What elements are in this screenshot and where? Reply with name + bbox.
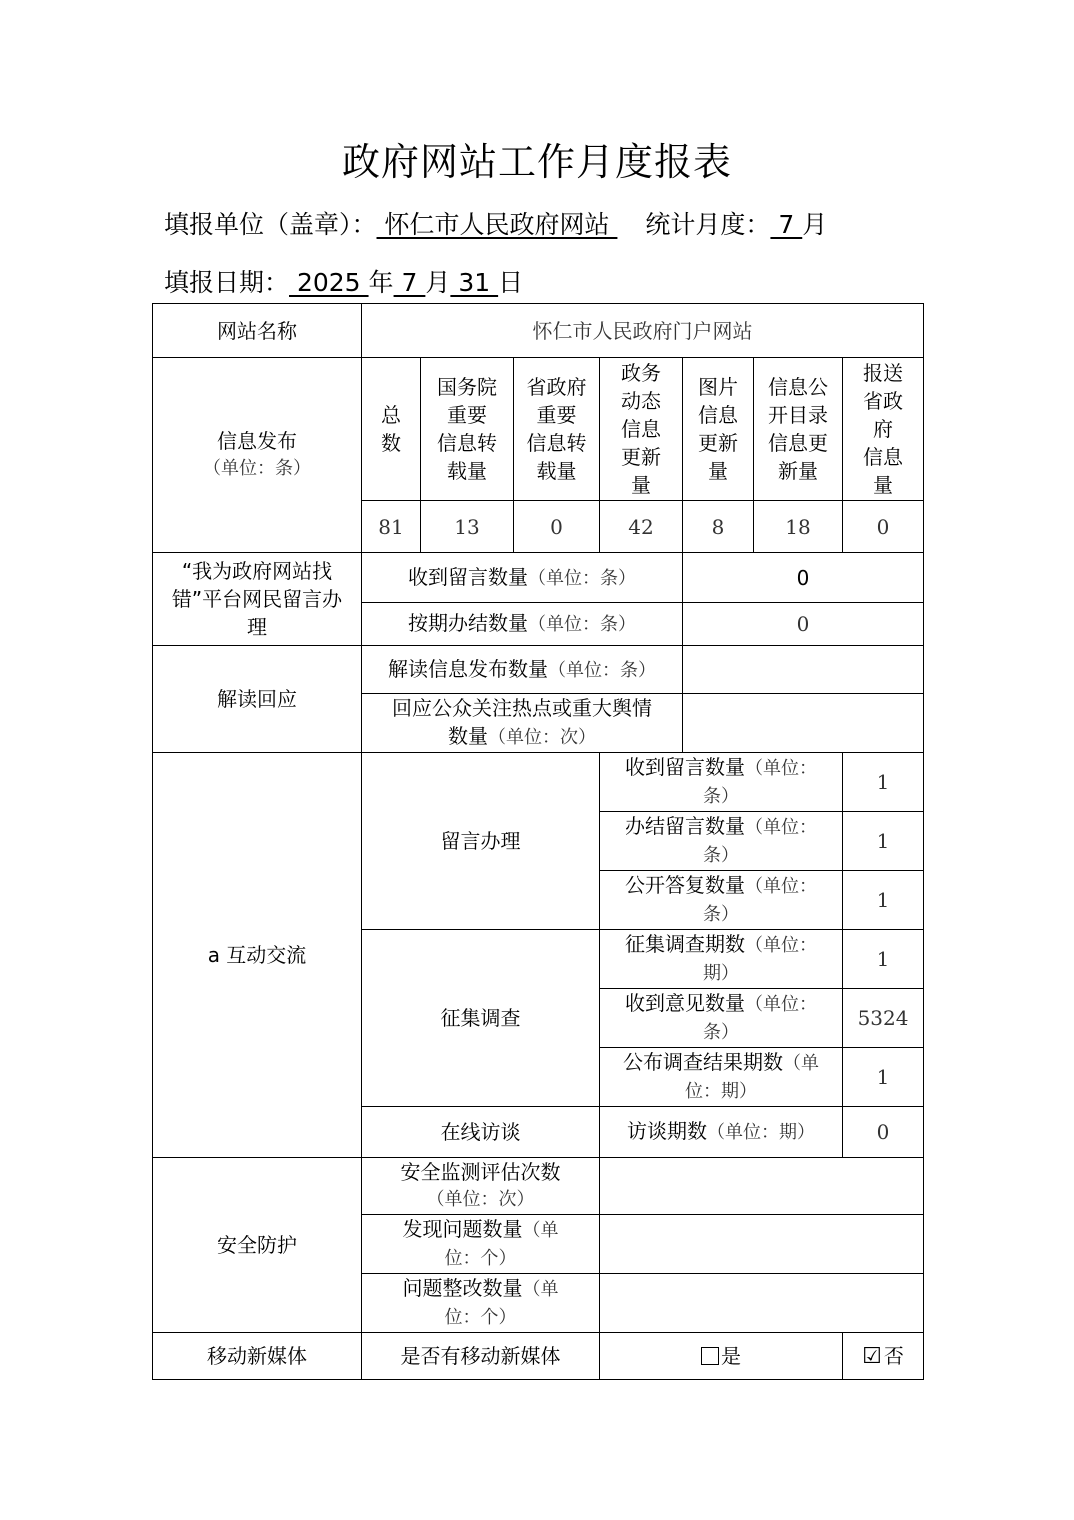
row-unit: （单位：条） (548, 659, 656, 681)
header-unit-line (164, 208, 827, 242)
row-label: 发现问题数量 (402, 1217, 523, 1241)
security-issues-label (362, 1215, 600, 1274)
row-unit: 位：个） (444, 1248, 517, 1269)
col-line: 动态 (621, 389, 661, 413)
col-line: 报送 (863, 361, 904, 385)
row-unit: 期） (703, 963, 739, 984)
security-fixed-value (600, 1274, 924, 1333)
info-value-province: 0 (514, 501, 600, 553)
row-label: 公开答复数量 (625, 873, 745, 897)
info-value-images: 8 (683, 501, 754, 553)
info-publish-label (153, 358, 362, 553)
col-line: 量 (873, 473, 894, 497)
group-messages-label: 留言办理 (362, 753, 600, 930)
msg-resolved-label (600, 812, 843, 871)
info-col-disclosure (754, 358, 843, 501)
interpretation-label: 解读回应 (153, 646, 362, 753)
row-unit: （单位：次） (488, 727, 596, 748)
report-table (152, 303, 924, 1380)
row-unit: （单位：期） (707, 1122, 815, 1143)
col-line: 信息 (621, 417, 661, 441)
interview-periods-value: 0 (843, 1107, 924, 1158)
site-name-value: 怀仁市人民政府门户网站 (362, 304, 924, 358)
col-line: 重要 (536, 403, 577, 427)
row-unit: 条） (703, 786, 739, 807)
mobile-label: 移动新媒体 (153, 1333, 362, 1380)
msg-resolved-value: 1 (843, 812, 924, 871)
date-day: 31 (450, 268, 499, 297)
date-month-suffix: 月 (425, 268, 451, 297)
mobile-question: 是否有移动新媒体 (362, 1333, 600, 1380)
security-fixed-label (362, 1274, 600, 1333)
date-day-suffix: 日 (498, 268, 524, 297)
error-platform-label (153, 553, 362, 646)
error-resolved-label (362, 603, 683, 646)
page-title: 政府网站工作月度报表 (341, 140, 732, 184)
info-col-total (362, 358, 421, 501)
security-issues-value (600, 1215, 924, 1274)
interpretation-publish-value (683, 646, 924, 694)
row-unit: 条） (703, 904, 739, 925)
survey-opinions-value: 5324 (843, 989, 924, 1048)
row-label: 回应公众关注热点或重大舆情 (392, 696, 652, 720)
interpretation-response-label (362, 694, 683, 753)
row-label: 收到意见数量 (625, 991, 745, 1015)
col-line: 载量 (447, 459, 487, 483)
row-unit: （单 (522, 1279, 559, 1300)
date-year-suffix: 年 (368, 268, 394, 297)
col-line: 信息 (863, 445, 904, 469)
label-line: 理 (247, 615, 267, 639)
row-unit: （单位：条） (528, 567, 636, 589)
error-resolved-value: 0 (683, 603, 924, 646)
info-value-state-council: 13 (421, 501, 514, 553)
checkbox-checked-icon[interactable]: ☑ (862, 1343, 882, 1369)
label-line: 错”平台网民留言办 (171, 587, 343, 611)
row-label: 解读信息发布数量 (388, 656, 548, 681)
unit-label: 填报单位（盖章）： (164, 210, 377, 239)
col-line: 信息转 (526, 431, 587, 455)
info-col-images (683, 358, 754, 501)
error-received-value: 0 (683, 553, 924, 603)
row-label: 收到留言数量 (625, 755, 745, 779)
col-line: 府 (873, 417, 894, 441)
col-line: 量 (708, 459, 728, 483)
row-unit: （单位：条） (528, 614, 636, 635)
col-line: 更新 (698, 431, 738, 455)
interpretation-response-value (683, 694, 924, 753)
date-label: 填报日期： (164, 268, 290, 297)
row-unit: （单位： (745, 876, 817, 897)
info-publish-title: 信息发布 (217, 429, 297, 453)
info-value-total: 81 (362, 501, 421, 553)
survey-opinions-label (600, 989, 843, 1048)
col-line: 省政府 (526, 375, 587, 399)
header-date-line (164, 266, 523, 300)
month-suffix: 月 (802, 210, 828, 239)
col-line: 信息 (698, 403, 738, 427)
row-label: 办结留言数量 (625, 814, 745, 838)
col-line: 政务 (621, 361, 661, 385)
survey-results-value: 1 (843, 1048, 924, 1107)
row-unit: （单位： (745, 935, 817, 956)
row-label: 安全监测评估次数 (400, 1160, 561, 1184)
row-label: 问题整改数量 (402, 1276, 523, 1300)
col-line: 总 (381, 403, 401, 427)
col-line: 信息转 (437, 431, 497, 455)
col-line: 省政 (863, 389, 904, 413)
msg-received-label (600, 753, 843, 812)
row-unit: （单位： (745, 758, 817, 779)
error-received-label (362, 553, 683, 603)
row-unit: 条） (703, 1022, 739, 1043)
security-monitor-value (600, 1158, 924, 1215)
row-unit: 条） (703, 845, 739, 866)
row-unit: （单 (522, 1220, 559, 1241)
col-line: 图片 (698, 375, 738, 399)
info-value-disclosure: 18 (754, 501, 843, 553)
month-label: 统计月度： (645, 210, 771, 239)
col-line: 信息公 (768, 375, 828, 399)
col-line: 载量 (536, 459, 577, 483)
col-line: 重要 (447, 403, 487, 427)
row-unit: （单 (783, 1053, 819, 1074)
row-label: 收到留言数量 (408, 564, 528, 589)
info-value-submitted: 0 (843, 501, 924, 553)
col-line: 数 (381, 431, 401, 455)
msg-public-reply-label (600, 871, 843, 930)
date-year: 2025 (289, 268, 369, 297)
group-survey-label: 征集调查 (362, 930, 600, 1107)
month-value: 7 (770, 210, 803, 239)
col-line: 量 (631, 473, 651, 497)
security-label: 安全防护 (153, 1158, 362, 1333)
site-name-label: 网站名称 (153, 304, 362, 358)
survey-periods-label (600, 930, 843, 989)
row-label: 按期办结数量 (408, 611, 528, 635)
security-monitor-label (362, 1158, 600, 1215)
option-label: 否 (883, 1343, 904, 1368)
row-unit: （单位： (745, 817, 817, 838)
info-col-province (514, 358, 600, 501)
checkbox-empty-icon[interactable] (701, 1347, 719, 1365)
interaction-label: a 互动交流 (153, 753, 362, 1158)
option-label: 是 (721, 1344, 741, 1368)
row-unit: （单位： (745, 994, 817, 1015)
info-col-submitted (843, 358, 924, 501)
row-unit: 位：个） (444, 1307, 517, 1328)
date-month: 7 (393, 268, 426, 297)
col-line: 新量 (778, 459, 818, 483)
interpretation-publish-label (362, 646, 683, 694)
mobile-no-option[interactable] (843, 1333, 924, 1380)
row-label: 征集调查期数 (625, 932, 745, 956)
info-col-gov-affairs (600, 358, 683, 501)
group-interview-label: 在线访谈 (362, 1107, 600, 1158)
survey-results-label (600, 1048, 843, 1107)
col-line: 开目录 (768, 403, 828, 427)
row-unit: 位：期） (685, 1081, 757, 1102)
info-value-gov-affairs: 42 (600, 501, 683, 553)
col-line: 信息更 (768, 431, 828, 455)
msg-public-reply-value: 1 (843, 871, 924, 930)
info-col-state-council (421, 358, 514, 501)
interview-periods-label (600, 1107, 843, 1158)
info-publish-unit: （单位：条） (203, 458, 311, 479)
unit-value: 怀仁市人民政府网站 (376, 210, 618, 239)
col-line: 国务院 (437, 375, 497, 399)
label-line: “我为政府网站找 (181, 559, 333, 583)
row-label: 数量 (448, 724, 488, 748)
msg-received-value: 1 (843, 753, 924, 812)
survey-periods-value: 1 (843, 930, 924, 989)
row-label: 公布调查结果期数 (623, 1050, 783, 1074)
col-line: 更新 (621, 445, 661, 469)
row-unit: （单位：次） (426, 1189, 535, 1210)
mobile-yes-option[interactable] (600, 1333, 843, 1380)
row-label: 访谈期数 (627, 1119, 707, 1143)
